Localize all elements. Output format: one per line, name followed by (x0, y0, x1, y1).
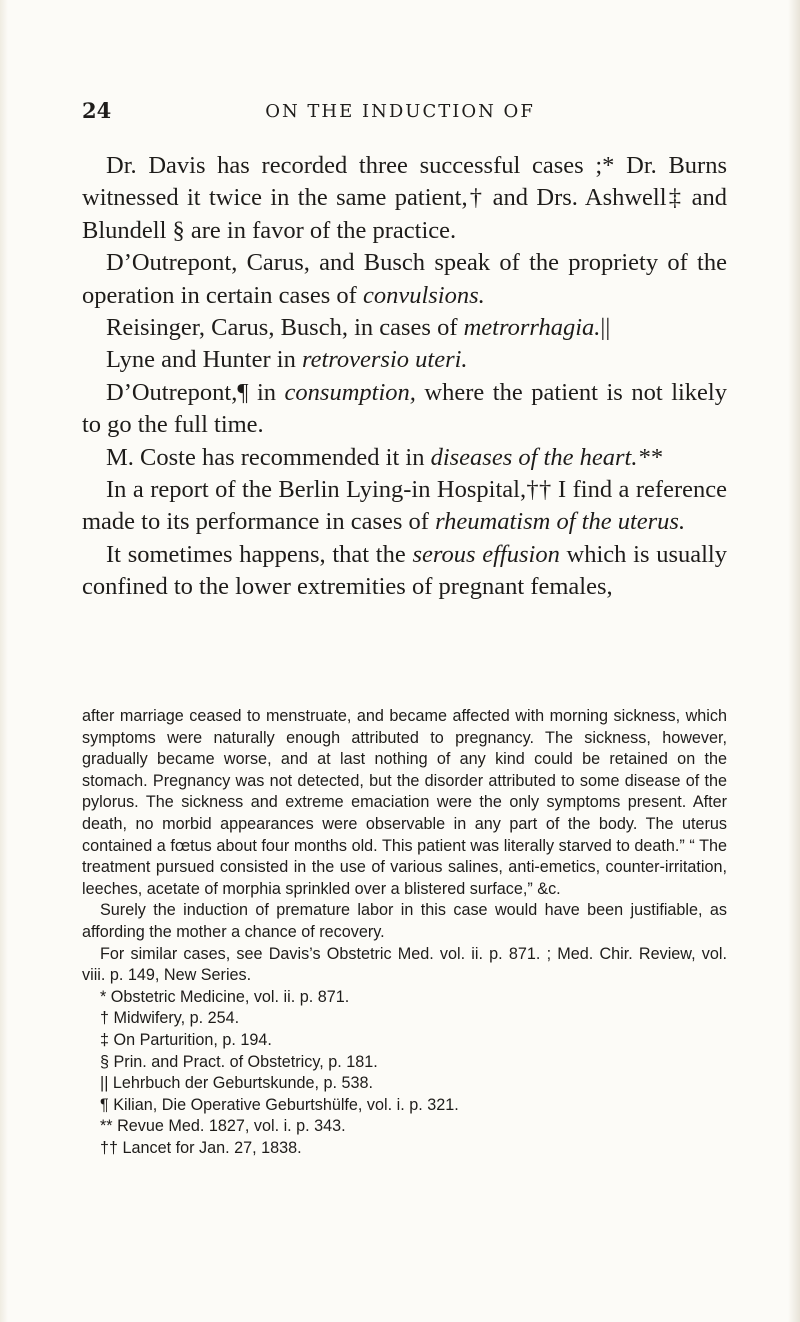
page-number: 24 (82, 98, 112, 123)
footnote: † Midwifery, p. 254. (100, 1009, 240, 1028)
footnote: * Obstetric Medicine, vol. ii. p. 871. (100, 987, 350, 1006)
footnote-continuation: after marriage ceased to menstruate, and became affected with morning sickness, which symptoms were naturally enough attributed to pregnancy. The sickness, however, gradually became worse, and at last nothing of any kind could be retained on the stomach. Pregnancy was not detected, but the disorder attributed to some disease of the pylorus. The sickness and extreme emaciation were the only symptoms present. After death, no morbid appearances were observable in any part of the body. The uterus contained a fœtus about four months old. This patient was literally starved to death.” “ The treatment pursued consisted in the use of various salines, anti-emetics, counter-irritation, leeches, acetate of morphia sprinkled over a blistered surface,” &c. (82, 707, 727, 898)
footnotes-section (82, 706, 727, 1159)
text-run: In a report of the Berlin Lying-in Hospital,†† I find a reference made to its performance in cases of (82, 476, 727, 536)
footnote-remark: Surely the induction of premature labor in this case would have been justifiable, as affording the mother a chance of recovery. (82, 901, 727, 941)
body-paragraph (82, 474, 727, 539)
text-run: Reisinger, Carus, Busch, in cases of (106, 314, 464, 342)
page-right-shadow (788, 0, 800, 1322)
footnote-list (82, 987, 727, 1160)
footnote-similar-cases: For similar cases, see Davis’s Obstetric Med. vol. ii. p. 871. ; Med. Chir. Review, vol. viii. p. 149, New Series. (82, 944, 727, 985)
italic-phrase: rheumatism of the uterus. (435, 508, 686, 536)
footnote: || Lehrbuch der Geburtskunde, p. 538. (100, 1074, 373, 1093)
footnote: ¶ Kilian, Die Operative Geburtshülfe, vol. i. p. 321. (100, 1095, 459, 1114)
text-run: D’Outrepont, Carus, and Busch speak of the propriety of the operation in certain cases of (82, 249, 727, 309)
body-paragraph (82, 344, 727, 376)
body-paragraph (82, 312, 727, 344)
body-paragraph (82, 150, 727, 247)
page-left-shadow (0, 0, 8, 1322)
italic-phrase: diseases of the heart.** (430, 443, 662, 471)
footnote: ** Revue Med. 1827, vol. i. p. 343. (100, 1117, 346, 1136)
body-paragraph (82, 377, 727, 442)
body-paragraph (82, 442, 727, 474)
main-text (82, 150, 727, 604)
body-paragraph (82, 247, 727, 312)
running-head: ON THE INDUCTION OF (265, 101, 535, 122)
footnote: § Prin. and Pract. of Obstetricy, p. 181. (100, 1052, 378, 1071)
text-run: which is usually confined to the lower extremities of pregnant females, (82, 540, 727, 601)
text-run: It sometimes happens, that the (106, 540, 413, 568)
text-run: where the patient is not likely to go the full time. (82, 378, 727, 439)
text-run: || (600, 314, 611, 342)
italic-phrase: retroversio uteri. (301, 346, 468, 374)
body-paragraph (82, 539, 727, 604)
text-run: D’Outrepont,¶ in (106, 378, 285, 406)
footnote: ‡ On Parturition, p. 194. (100, 1030, 272, 1049)
footnote: †† Lancet for Jan. 27, 1838. (100, 1138, 302, 1157)
text-run: Dr. Davis has recorded three successful cases ;* Dr. Burns witnessed it twice in the same patient,† and Drs. Ashwell‡ and Blundell § are in favor of the practice. (82, 152, 727, 244)
italic-phrase: convulsions. (362, 281, 485, 309)
italic-phrase: consumption, (284, 378, 416, 406)
text-run: M. Coste has recommended it in (106, 443, 431, 471)
italic-phrase: metrorrhagia. (463, 314, 601, 342)
italic-phrase: serous effusion (412, 540, 560, 568)
text-run: Lyne and Hunter in (106, 346, 302, 374)
